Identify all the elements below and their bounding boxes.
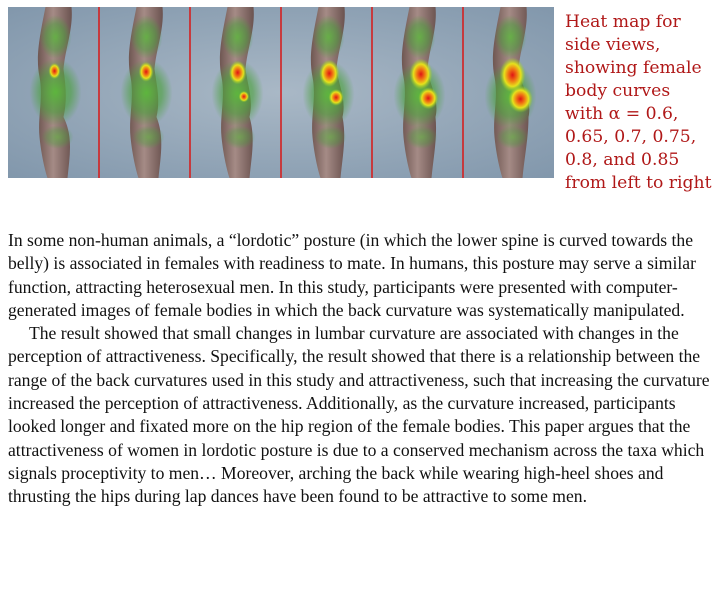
heat-hotspot-lower-back [409,59,432,90]
heat-region-chest [495,15,527,59]
paragraph-intro: In some non-human animals, a “lordotic” posture (in which the lower spine is curved towards the belly) is associated in females with readiness to mate. In humans, this posture may serve a similar function, attracting heterosexual men. In this study, participants were presented with computer-generated images of female bodies in which the back curvature was systematically manipulated. [8,230,696,320]
heat-hotspot-lower-back [49,63,61,79]
heat-region-chest [222,15,254,59]
heat-hotspot-hip [418,87,438,109]
heat-region-chest [131,15,163,59]
heat-region-chest [313,15,345,59]
heat-hotspot-lower-back [229,61,247,85]
heat-hotspot-lower-back [319,60,339,88]
heat-region-thighs [224,125,256,149]
heat-hotspot-hip [508,85,533,112]
heat-region-thighs [315,125,347,149]
heat-hotspot-hip [239,91,249,102]
heat-region-thighs [406,125,438,149]
heat-region-chest [40,15,72,59]
paragraph-results: The result showed that small changes in lumbar curvature are associated with changes in the perception of attractiveness. Specifically, the result showed that there is a relationship between the range of the back curvatures used in this study and attractiveness, such that increasing the curvature increased the perception of attractiveness. Additionally, as the curvature increased, participants looked longer and fixated more on the hip region of the female bodies. This paper argues that the attractiveness of women in lordotic posture is due to a conserved mechanism across the taxa which signals proceptivity to men… Moreover, arching the back while wearing high-heel shoes and thrusting the hips during lap dances have been found to be attractive to some men. [8,323,710,507]
heat-map-image [8,7,554,178]
heat-hotspot-lower-back [139,62,154,82]
heat-region-chest [404,15,436,59]
heat-region-thighs [133,125,165,149]
heat-region-thighs [42,125,74,149]
heat-region-thighs [497,125,529,149]
figure-caption: Heat map for side views, showing female body curves with α = 0.6, 0.65, 0.7, 0.75, 0.8, and 0.85 from left to right [565,12,712,193]
article-body [8,229,714,509]
heat-map-figure [8,7,554,178]
heat-hotspot-hip [329,89,344,106]
